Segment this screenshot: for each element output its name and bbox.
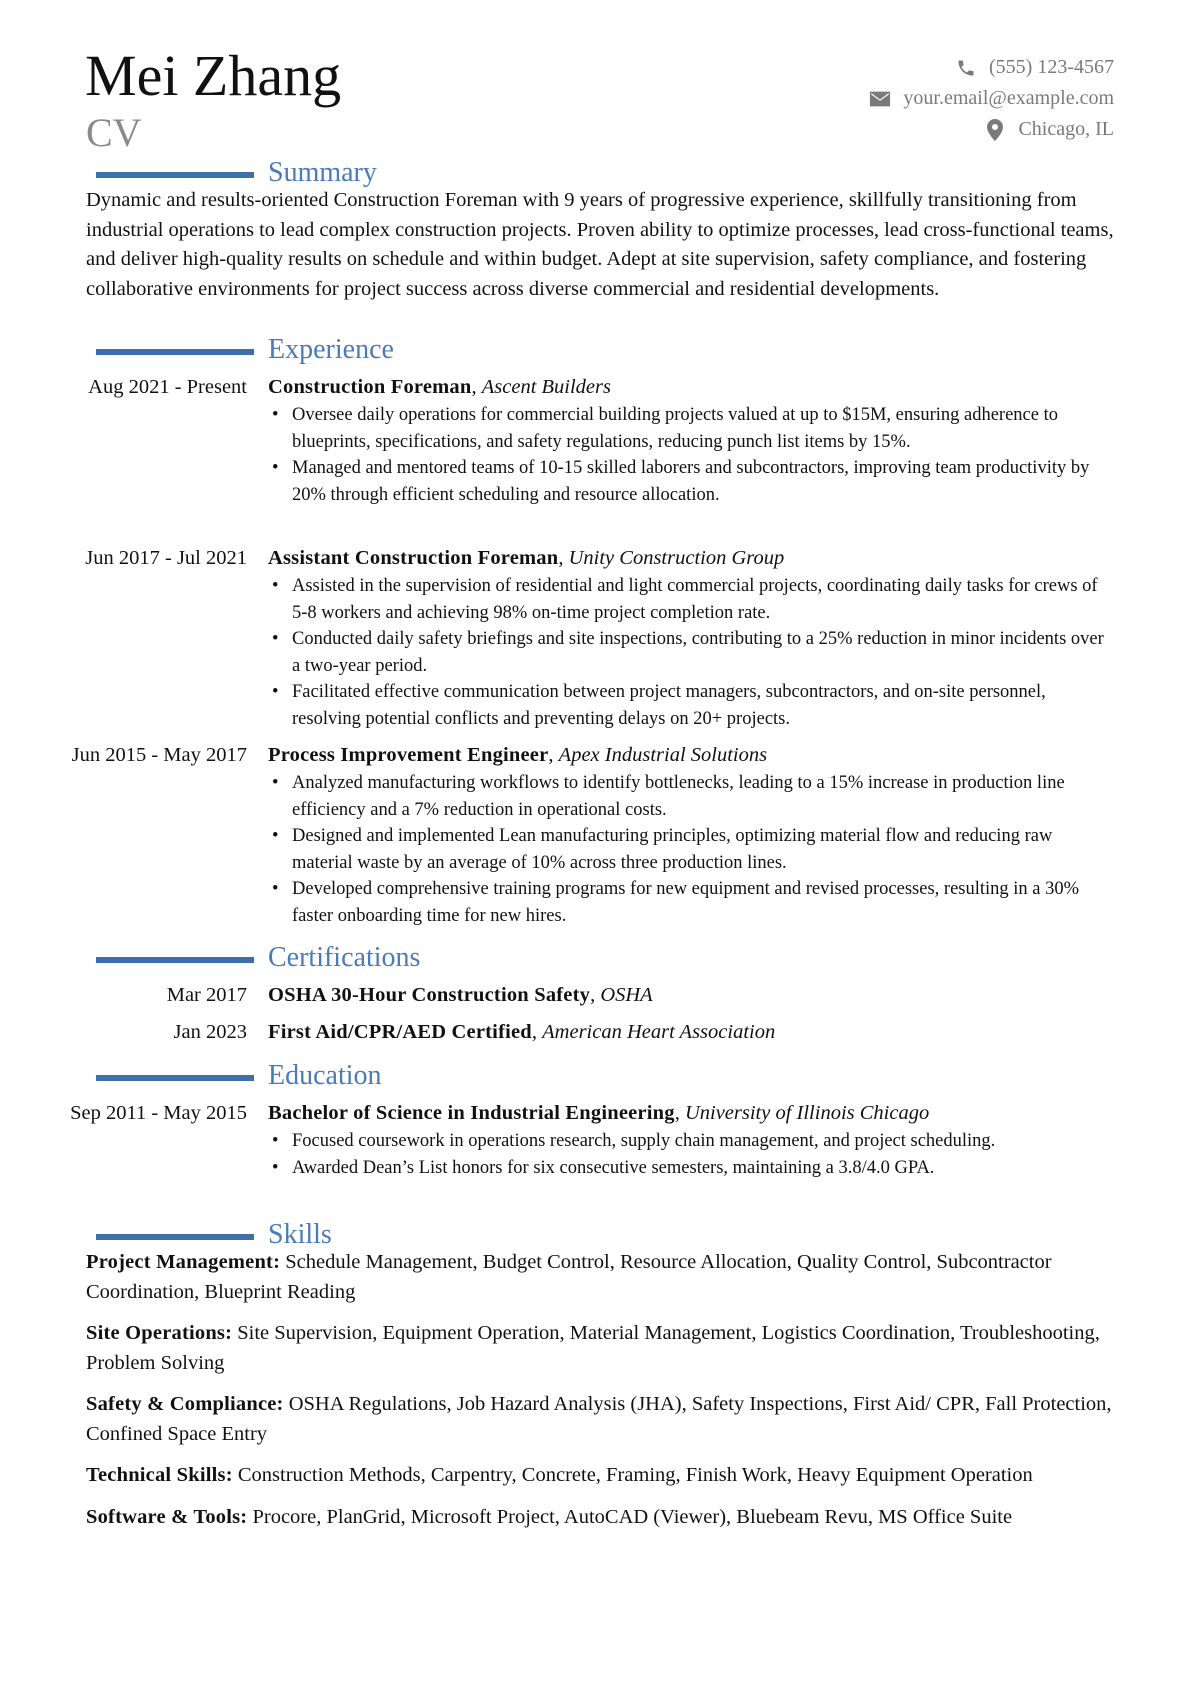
entry-date: Jan 2023 bbox=[173, 1021, 247, 1043]
skill-label: Technical Skills: bbox=[86, 1464, 233, 1486]
section-title: Experience bbox=[268, 334, 394, 365]
entry-date: Jun 2015 - May 2017 bbox=[71, 744, 247, 766]
entry-date: Sep 2011 - May 2015 bbox=[70, 1102, 247, 1124]
section-experience-header bbox=[0, 332, 1190, 368]
skill-label: Safety & Compliance: bbox=[86, 1393, 284, 1415]
list-item: • Oversee daily operations for commercial building projects valued at up to $15M, ensuring adherence to blueprints, specifications, and safety regulations, reducing punch list items by 15%. bbox=[268, 402, 1108, 455]
entry-heading: Construction Foreman, Ascent Builders bbox=[268, 376, 611, 398]
document-subtitle: CV bbox=[86, 110, 142, 155]
entry-title: First Aid/CPR/AED Certified bbox=[268, 1021, 532, 1043]
entry-organization: OSHA bbox=[600, 984, 653, 1006]
contact-block bbox=[869, 52, 1114, 145]
skills-list bbox=[86, 1248, 1116, 1544]
contact-phone bbox=[869, 52, 1114, 83]
list-item: • Facilitated effective communication between project managers, subcontractors, and on-site personnel, resolving potential conflicts and preventing delays on 20+ projects. bbox=[268, 679, 1108, 732]
skill-items: Construction Methods, Carpentry, Concrete, Framing, Finish Work, Heavy Equipment Operation bbox=[237, 1464, 1033, 1486]
list-item: • Managed and mentored teams of 10-15 skilled laborers and subcontractors, improving team productivity by 20% through efficient scheduling and resource allocation. bbox=[268, 455, 1108, 508]
entry-organization: American Heart Association bbox=[542, 1021, 776, 1043]
list-item: • Focused coursework in operations research, supply chain management, and project scheduling. bbox=[268, 1128, 1108, 1155]
map-marker-icon bbox=[984, 119, 1006, 141]
skill-items: Schedule Management, Budget Control, Resource Allocation, Quality Control, Subcontractor Coordination, Blueprint Reading bbox=[86, 1251, 1052, 1303]
skill-group bbox=[86, 1390, 1116, 1449]
phone-icon bbox=[955, 57, 977, 79]
skill-label: Site Operations: bbox=[86, 1322, 233, 1344]
entry-heading: OSHA 30-Hour Construction Safety, OSHA bbox=[268, 984, 653, 1006]
entry-bullets bbox=[268, 1128, 1108, 1181]
section-education-header bbox=[0, 1058, 1190, 1094]
section-title: Skills bbox=[268, 1219, 332, 1250]
skill-items: OSHA Regulations, Job Hazard Analysis (JHA), Safety Inspections, First Aid/ CPR, Fall Protection, Confined Space Entry bbox=[86, 1393, 1112, 1445]
entry-bullets bbox=[268, 402, 1108, 508]
skill-label: Project Management: bbox=[86, 1251, 281, 1273]
section-rule bbox=[96, 349, 254, 355]
envelope-icon bbox=[869, 88, 891, 110]
list-item: • Developed comprehensive training programs for new equipment and revised processes, resulting in a 30% faster onboarding time for new hires. bbox=[268, 876, 1108, 929]
entry-organization: University of Illinois Chicago bbox=[684, 1102, 930, 1124]
list-item: • Assisted in the supervision of residential and light commercial projects, coordinating daily tasks for crews of 5-8 workers and achieving 98% on-time project completion rate. bbox=[268, 573, 1108, 626]
section-rule bbox=[96, 1234, 254, 1240]
entry-title: Bachelor of Science in Industrial Engineering bbox=[268, 1102, 675, 1124]
summary-paragraph: Dynamic and results-oriented Construction Foreman with 9 years of progressive experience, skillfully transitioning from industrial operations to lead complex construction projects. Proven ability to optimize processes, lead cross-functional teams, and deliver high-quality results on schedule and within budget. Adept at site supervision, safety compliance, and fostering collaborative environments for project success across diverse commercial and residential developments. bbox=[86, 189, 1114, 300]
entry-organization: Unity Construction Group bbox=[568, 547, 785, 569]
section-rule bbox=[96, 172, 254, 178]
contact-email bbox=[869, 83, 1114, 114]
contact-location bbox=[869, 114, 1114, 145]
entry-date: Aug 2021 - Present bbox=[88, 376, 247, 398]
skill-group bbox=[86, 1503, 1116, 1533]
phone-text[interactable]: (555) 123-4567 bbox=[989, 56, 1114, 78]
email-link[interactable]: your.email@example.com bbox=[903, 87, 1114, 109]
entry-organization: Ascent Builders bbox=[481, 376, 611, 398]
skill-group bbox=[86, 1319, 1116, 1378]
list-item: • Conducted daily safety briefings and site inspections, contributing to a 25% reduction in minor incidents over a two-year period. bbox=[268, 626, 1108, 679]
entry-title: Construction Foreman bbox=[268, 376, 472, 398]
skill-items: Procore, PlanGrid, Microsoft Project, AutoCAD (Viewer), Bluebeam Revu, MS Office Suite bbox=[252, 1505, 1013, 1528]
entry-heading: Process Improvement Engineer, Apex Industrial Solutions bbox=[268, 744, 768, 766]
section-rule bbox=[96, 1075, 254, 1081]
entry-date: Jun 2017 - Jul 2021 bbox=[85, 547, 247, 569]
candidate-name: Mei Zhang bbox=[85, 43, 342, 108]
list-item: • Analyzed manufacturing workflows to identify bottlenecks, leading to a 15% increase in production line efficiency and a 7% reduction in operational costs. bbox=[268, 770, 1108, 823]
list-item: • Awarded Dean’s List honors for six consecutive semesters, maintaining a 3.8/4.0 GPA. bbox=[268, 1155, 1108, 1182]
entry-heading: Bachelor of Science in Industrial Engineering, University of Illinois Chicago bbox=[268, 1102, 930, 1124]
entry-title: Assistant Construction Foreman bbox=[268, 547, 559, 569]
entry-bullets bbox=[268, 770, 1108, 929]
entry-heading: First Aid/CPR/AED Certified, American Heart Association bbox=[268, 1021, 776, 1043]
section-certifications-header bbox=[0, 940, 1190, 976]
skill-group bbox=[86, 1461, 1116, 1491]
entry-organization: Apex Industrial Solutions bbox=[558, 744, 768, 766]
list-item: • Designed and implemented Lean manufacturing principles, optimizing material flow and reducing raw material waste by an average of 10% across three production lines. bbox=[268, 823, 1108, 876]
section-title: Education bbox=[268, 1060, 382, 1091]
skill-label: Software & Tools: bbox=[86, 1505, 248, 1528]
entry-date: Mar 2017 bbox=[166, 984, 247, 1006]
section-title: Certifications bbox=[268, 942, 421, 973]
entry-heading: Assistant Construction Foreman, Unity Construction Group bbox=[268, 547, 785, 569]
section-rule bbox=[96, 957, 254, 963]
entry-title: OSHA 30-Hour Construction Safety bbox=[268, 984, 591, 1006]
location-text: Chicago, IL bbox=[1018, 118, 1114, 140]
section-title: Summary bbox=[268, 157, 377, 188]
skill-items: Site Supervision, Equipment Operation, Material Management, Logistics Coordination, Troubleshooting, Problem Solving bbox=[86, 1322, 1100, 1374]
entry-title: Process Improvement Engineer bbox=[268, 744, 549, 766]
entry-bullets bbox=[268, 573, 1108, 732]
skill-group bbox=[86, 1248, 1116, 1307]
